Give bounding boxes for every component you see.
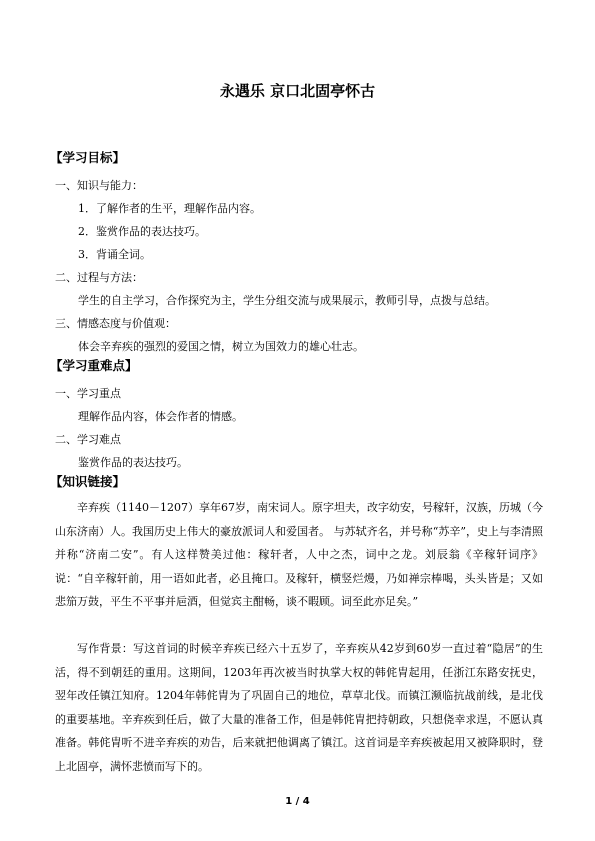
section-heading-knowledge: 【知识链接】: [50, 474, 126, 489]
knowledge-paragraph-background: 写作背景：写这首词的时候辛弃疾已经六十五岁了，辛弃疾从42岁到60岁一直过着“隐居”的生活，得不到朝廷的重用。这期间，1203年再次被当时执掌大权的韩侂胄起用，任浙江东路安抚史，翌年改任镇江知府。1204年韩侂胄为了巩固自己的地位，草草北伐。而镇江濒临抗战前线，是北伐的重要基地。辛弃疾到任后，做了大量的准备工作，但是韩侂胄把持朝政，只想侥幸求逞，不愿认真准备。韩侂胄听不进辛弃疾的劝告，后来就把他调离了镇江。这首词是辛弃疾被起用又被降职时，登上北固亭，满怀悲愤而写下的。: [55, 642, 543, 773]
keypoint-line: 鉴赏作品的表达技巧。: [78, 456, 188, 469]
objective-line: 1．了解作者的生平，理解作品内容。: [78, 202, 261, 215]
keypoint-line: 一、学习重点: [55, 387, 121, 400]
section-heading-keypoints: 【学习重难点】: [50, 358, 138, 373]
objective-line: 一、知识与能力：: [55, 179, 143, 192]
section-heading-objectives: 【学习目标】: [50, 150, 126, 165]
keypoint-line: 二、学习难点: [55, 433, 121, 446]
objective-line: 2．鉴赏作品的表达技巧。: [78, 225, 206, 238]
knowledge-paragraph-author: 辛弃疾（1140－1207）享年67岁，南宋词人。原字坦夫，改字幼安，号稼轩，汉族，历城（今山东济南）人。我国历史上伟大的豪放派词人和爱国者。 与苏轼齐名，并号称“苏辛”，史上与李清照并称“济南二安”。有人这样赞美过他：稼轩者，人中之杰，词中之龙。刘辰翁《辛稼轩词序》说：“自辛稼轩前，用一语如此者，必且掩口。及稼轩，横竖烂熳，乃如禅宗棒喝，头头皆是；又如悲笳万鼓，平生不平事并巵酒，但觉宾主酣畅，谈不暇顾。词至此亦足矣。”: [55, 501, 543, 608]
objective-line: 体会辛弃疾的强烈的爱国之情，树立为国效力的雄心壮志。: [78, 340, 364, 353]
page-indicator: 1 / 4: [285, 796, 310, 807]
page-title: 永遇乐 京口北固亭怀古: [219, 82, 376, 100]
objective-line: 学生的自主学习，合作探究为主，学生分组交流与成果展示，教师引导，点拨与总结。: [78, 294, 496, 307]
keypoint-line: 理解作品内容，体会作者的情感。: [78, 410, 243, 423]
objective-line: 二、过程与方法：: [55, 271, 143, 284]
objective-line: 3．背诵全词。: [78, 248, 151, 261]
objective-line: 三、情感态度与价值观：: [55, 317, 176, 330]
